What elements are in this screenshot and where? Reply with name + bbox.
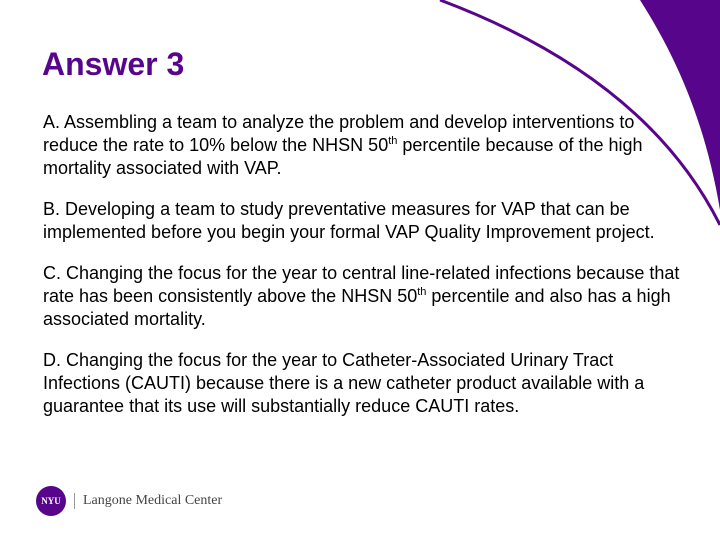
answer-list — [43, 111, 693, 436]
answer-d: D. Changing the focus for the year to Catheter-Associated Urinary Tract Infections (CAUTI) because there is a new catheter product available with a guarantee that its use will substantially reduce CAUTI rates. — [43, 350, 645, 416]
nyu-seal-icon: NYU — [36, 486, 66, 516]
slide-title: Answer 3 — [42, 46, 185, 82]
answer-a: A. Assembling a team to analyze the problem and develop interventions to reduce the rate to 10% below the NHSN 50th percentile because of the high mortality associated with VAP. — [43, 112, 643, 178]
org-name: Langone Medical Center — [74, 493, 222, 509]
answer-c: C. Changing the focus for the year to central line-related infections because that rate has been consistently above the NHSN 50th percentile and also has a high associated mortality. — [43, 263, 680, 329]
answer-b: B. Developing a team to study preventative measures for VAP that can be implemented before you begin your formal VAP Quality Improvement project. — [43, 199, 655, 242]
nyu-langone-logo — [36, 485, 222, 517]
